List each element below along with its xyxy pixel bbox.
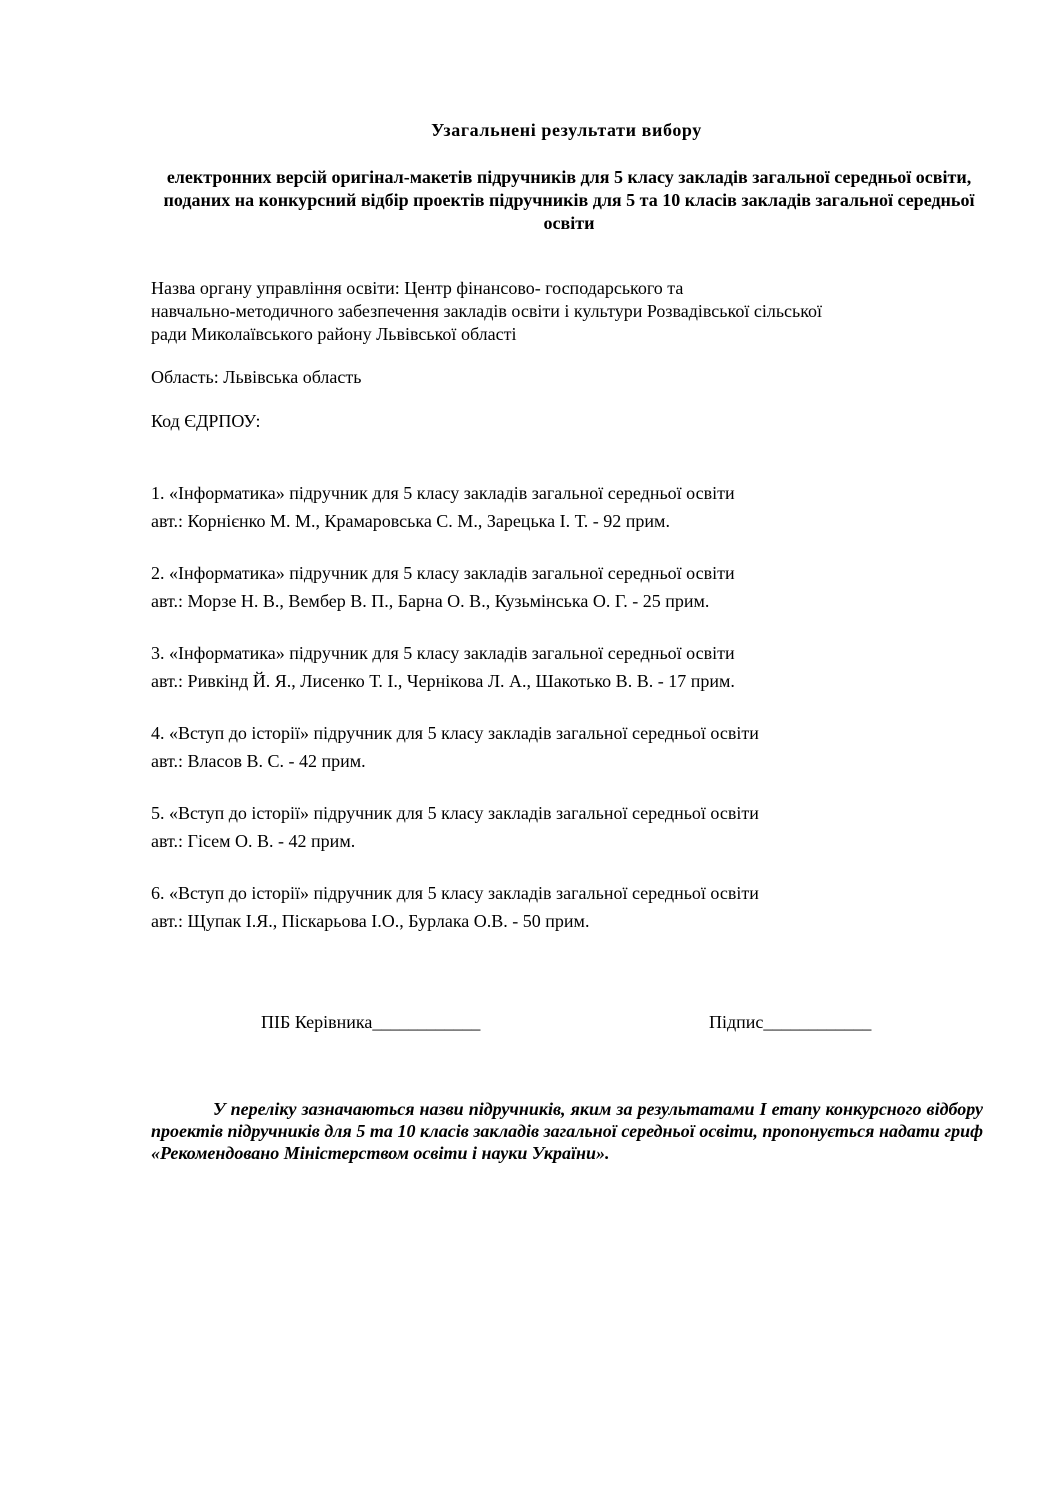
textbook-list-item xyxy=(151,879,981,935)
textbook-authors: авт.: Власов В. С. - 42 прим. xyxy=(151,751,366,771)
textbook-title: 1. «Інформатика» підручник для 5 класу закладів загальної середньої освіти xyxy=(151,483,735,503)
textbook-authors: авт.: Ривкінд Й. Я., Лисенко Т. І., Чернікова Л. А., Шакотько В. В. - 17 прим. xyxy=(151,671,735,691)
explanatory-note: У переліку зазначаються назви підручників, яким за результатами І етапу конкурсного відбору проектів підручників для 5 та 10 класів закладів загальної середньої освіти, пропонується надати гриф «Рекомендовано Міністерством освіти і науки України». xyxy=(151,1099,983,1163)
textbook-title: 2. «Інформатика» підручник для 5 класу закладів загальної середньої освіти xyxy=(151,563,735,583)
textbook-authors: авт.: Щупак І.Я., Піскарьова І.О., Бурлака О.В. - 50 прим. xyxy=(151,911,590,931)
signature-field: Підпис____________ xyxy=(709,1012,872,1032)
textbook-authors: авт.: Гісем О. В. - 42 прим. xyxy=(151,831,356,851)
document-subtitle: електронних версій оригінал-макетів підручників для 5 класу закладів загальної середньої освіти, поданих на конкурсний відбір проектів підручників для 5 та 10 класів закладів загальної середньої освіти xyxy=(163,167,975,233)
textbook-list-item xyxy=(151,479,981,535)
textbook-list-item xyxy=(151,799,981,855)
organization-line-1: Назва органу управління освіти: Центр фінансово- господарського та xyxy=(151,278,684,298)
textbook-authors: авт.: Морзе Н. В., Вембер В. П., Барна О. В., Кузьмінська О. Г. - 25 прим. xyxy=(151,591,710,611)
textbook-list-item xyxy=(151,719,981,775)
textbook-list-item xyxy=(151,639,981,695)
head-name-field: ПІБ Керівника____________ xyxy=(261,1012,481,1032)
textbook-title: 3. «Інформатика» підручник для 5 класу закладів загальної середньої освіти xyxy=(151,643,735,663)
edrpou-code-line: Код ЄДРПОУ: xyxy=(151,411,261,431)
region-line: Область: Львівська область xyxy=(151,367,362,387)
organization-block xyxy=(151,277,981,346)
organization-line-3: ради Миколаївського району Львівської області xyxy=(151,324,517,344)
textbook-title: 4. «Вступ до історії» підручник для 5 класу закладів загальної середньої освіти xyxy=(151,723,759,743)
textbook-authors: авт.: Корнієнко М. М., Крамаровська С. М., Зарецька І. Т. - 92 прим. xyxy=(151,511,670,531)
textbook-list-item xyxy=(151,559,981,615)
textbook-title: 6. «Вступ до історії» підручник для 5 класу закладів загальної середньої освіти xyxy=(151,883,759,903)
organization-line-2: навчально-методичного забезпечення закладів освіти і культури Розвадівської сільської xyxy=(151,301,823,321)
textbook-title: 5. «Вступ до історії» підручник для 5 класу закладів загальної середньої освіти xyxy=(151,803,759,823)
document-title: Узагальнені результати вибору xyxy=(431,120,702,140)
